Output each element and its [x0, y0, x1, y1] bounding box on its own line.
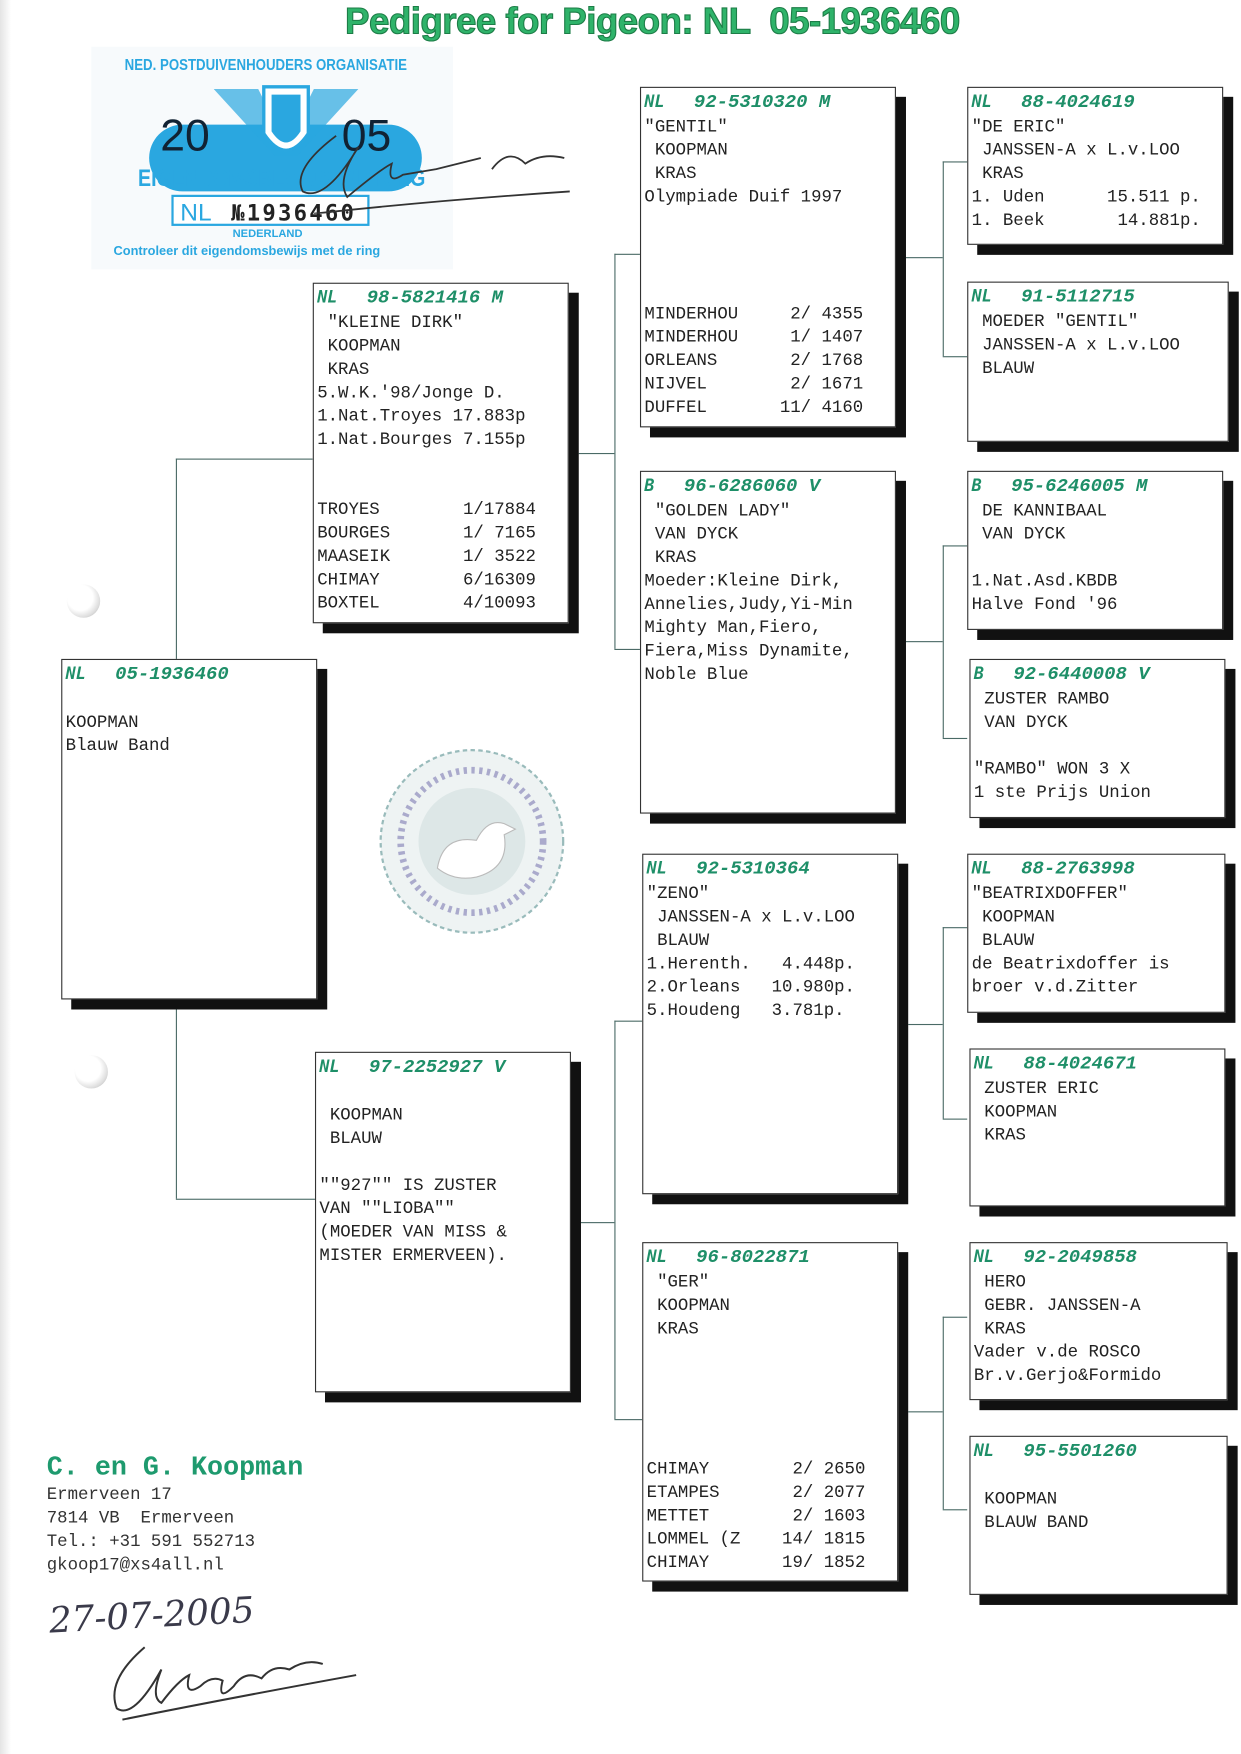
ring-number: 96-8022871 — [696, 1247, 810, 1269]
pigeon-info-line: 1.Nat.Bourges 7.155p — [317, 429, 526, 450]
ring-number-header — [974, 1244, 1223, 1271]
pigeon-info-line — [644, 279, 891, 302]
ring-number-header — [972, 284, 1225, 311]
country-prefix: NL — [646, 1246, 667, 1267]
pigeon-info-line — [319, 1151, 566, 1174]
country-prefix: NL — [319, 1056, 340, 1077]
pigeon-info-line: KRAS — [646, 1318, 699, 1339]
connector — [906, 641, 943, 642]
ring-number-header — [644, 473, 891, 500]
pigeon-info-line: 1. Beek 14.881p. — [971, 210, 1201, 231]
pigeon-info-line: Moeder:Kleine Dirk, — [644, 570, 843, 592]
pigeon-card-dam-sire — [642, 854, 898, 1195]
pigeon-info-line: VAN DYCK — [644, 524, 739, 545]
ring-number-header — [972, 473, 1219, 500]
country-prefix: B — [644, 475, 655, 496]
pigeon-info-line — [317, 452, 564, 475]
connector — [943, 738, 967, 739]
pigeon-info-line: VAN DYCK — [971, 524, 1066, 545]
stamp-country: NEDERLAND — [232, 228, 303, 241]
stamp-year-left: 20 — [160, 111, 210, 161]
pigeon-info-line: KOOPMAN — [65, 712, 139, 733]
pigeon-info-line: CHIMAY 2/ 2650 — [646, 1459, 866, 1480]
country-prefix: NL — [973, 1052, 994, 1073]
pigeon-info-line: KRAS — [971, 163, 1024, 184]
connector — [943, 1119, 967, 1120]
pigeon-info-line: 5.Houdeng 3.781p. — [646, 1000, 845, 1021]
pigeon-info-line: DE KANNIBAAL — [971, 500, 1108, 521]
pigeon-info-line: JANSSEN-A x L.v.LOO — [971, 140, 1180, 161]
pigeon-info-line: BLAUW — [646, 930, 710, 951]
pigeon-info-line — [972, 546, 1219, 569]
stamp-certificate-label: EIGENDOMSBEWIJS V/D RING — [138, 163, 426, 192]
connector — [906, 257, 943, 258]
ring-number-header — [644, 89, 891, 116]
pigeon-info-line: ETAMPES 2/ 2077 — [646, 1482, 866, 1503]
pigeon-seal — [376, 746, 567, 937]
handwritten-date: 27-07-2005 — [48, 1588, 256, 1642]
connector — [943, 1317, 944, 1510]
ring-number: 88-4024671 — [1023, 1054, 1137, 1076]
ring-number: 05-1936460 — [115, 664, 229, 686]
pigeon-info-line: BOXTEL 4/10093 — [317, 593, 536, 614]
pigeon-info-line: ZUSTER RAMBO — [973, 688, 1110, 709]
pigeon-card-gg-2 — [967, 282, 1229, 442]
ring-number-header — [317, 285, 564, 312]
breeder-phone: Tel.: +31 591 552713 — [46, 1531, 256, 1552]
ring-number-header — [974, 661, 1221, 688]
connector — [614, 254, 615, 649]
pigeon-info-line: KRAS — [644, 163, 697, 184]
pigeon-info-line: HERO — [973, 1272, 1026, 1293]
pigeon-info-line — [644, 209, 891, 232]
connector — [614, 649, 640, 650]
connector — [579, 453, 615, 454]
pigeon-info-line: "ZENO" — [646, 883, 710, 904]
breeder-info — [47, 1454, 303, 1578]
country-prefix: NL — [971, 858, 992, 879]
pigeon-card-gg-6 — [969, 1048, 1225, 1206]
signature-over-stamp — [269, 114, 570, 214]
ring-number-header — [319, 1054, 566, 1081]
pigeon-card-gg-1 — [967, 87, 1223, 245]
ring-number-header — [974, 1051, 1221, 1078]
pigeon-info-line: KOOPMAN — [319, 1105, 403, 1126]
connector — [614, 254, 640, 255]
pigeon-info-line: ZUSTER ERIC — [973, 1078, 1099, 1099]
stamp-control-note: Controleer dit eigendomsbewijs met de ring — [113, 244, 381, 259]
connector — [614, 1419, 642, 1420]
pigeon-info-line: "GENTIL" — [644, 116, 728, 137]
connector — [943, 161, 967, 162]
pigeon-info-line: LOMMEL (Z 14/ 1815 — [646, 1529, 866, 1550]
page-title: Pedigree for Pigeon: NL 05-1936460 — [345, 0, 960, 42]
ring-number-header — [66, 661, 313, 688]
pigeon-info-line: JANSSEN-A x L.v.LOO — [646, 907, 855, 928]
handwritten-signature — [100, 1636, 367, 1725]
pigeon-info-line: Blauw Band — [65, 735, 170, 756]
pigeon-card-gg-5 — [967, 854, 1225, 1013]
connector — [943, 1509, 967, 1510]
pigeon-info-line: KRAS — [973, 1318, 1026, 1339]
stamp-year-right: 05 — [341, 111, 392, 161]
pigeon-card-dam — [315, 1052, 571, 1393]
ring-number: 95-5501260 — [1023, 1441, 1137, 1463]
pigeon-info-line: KRAS — [317, 359, 370, 380]
country-prefix: NL — [973, 1440, 994, 1461]
pigeon-info-line — [974, 1465, 1223, 1488]
ring-number: 92-5310364 — [696, 859, 810, 881]
ring-number: 96-6286060 — [683, 476, 798, 498]
pigeon-info-line — [647, 1411, 894, 1434]
connector — [943, 161, 944, 356]
ring-number: 88-2763998 — [1021, 859, 1135, 881]
pigeon-info-line: MOEDER "GENTIL" — [971, 311, 1139, 332]
pigeon-info-line: VAN DYCK — [973, 712, 1068, 733]
pigeon-info-line: KOOPMAN — [973, 1489, 1058, 1510]
sex-marker: M — [1136, 476, 1148, 498]
breeder-email: gkoop17@xs4all.nl — [46, 1554, 224, 1575]
pigeon-card-sire — [313, 283, 569, 624]
pigeon-info-line: 5.W.K.'98/Jonge D. — [317, 382, 505, 403]
pigeon-info-line: KOOPMAN — [973, 1101, 1058, 1122]
pigeon-info-line — [647, 1435, 894, 1458]
stamp-ring-prefix: NL — [180, 198, 211, 226]
pigeon-info-line — [647, 1388, 894, 1411]
sex-marker: M — [491, 288, 503, 310]
ring-number: 97-2252927 — [368, 1057, 483, 1079]
country-prefix: NL — [65, 663, 86, 684]
pigeon-info-line: KOOPMAN — [646, 1295, 730, 1316]
punch-hole — [67, 584, 100, 617]
pigeon-info-line: BLAUW — [319, 1128, 382, 1149]
ring-number-header — [972, 856, 1221, 883]
pigeon-info-line: "DE ERIC" — [971, 116, 1066, 137]
pigeon-info-line: DUFFEL 11/ 4160 — [644, 397, 864, 418]
pigeon-info-line — [644, 256, 891, 279]
pigeon-info-line: BLAUW — [971, 930, 1035, 951]
pigeon-info-line: 1.Nat.Asd.KBDB — [971, 570, 1118, 592]
pigeon-info-line: TROYES 1/17884 — [317, 499, 536, 520]
breeder-address-line: 7814 VB Ermerveen — [46, 1508, 235, 1529]
pigeon-info-line — [974, 735, 1221, 758]
ring-number-header — [647, 856, 894, 883]
connector — [943, 545, 944, 738]
sex-marker: V — [493, 1057, 506, 1079]
scan-edge — [0, 0, 11, 1754]
pigeon-info-line: ORLEANS 2/ 1768 — [644, 350, 864, 371]
pigeon-card-gg-4 — [969, 659, 1225, 818]
ring-number: 92-5310320 — [693, 92, 808, 114]
stamp-ring-digits: №1936460 — [231, 199, 357, 226]
pigeon-card-gg-7 — [969, 1242, 1227, 1400]
country-prefix: B — [973, 663, 984, 684]
breeder-name: C. en G. Koopman — [46, 1453, 304, 1484]
pigeon-info-line: Halve Fond '96 — [971, 594, 1118, 615]
country-prefix: NL — [971, 286, 992, 307]
connector — [581, 1222, 614, 1223]
pigeon-info-line: "BEATRIXDOFFER" — [971, 883, 1128, 904]
pigeon-info-line: "GOLDEN LADY" — [644, 500, 791, 521]
pigeon-info-line: KOOPMAN — [644, 140, 728, 161]
pigeon-card-gg-3 — [967, 471, 1223, 630]
pigeon-info-line: "KLEINE DIRK" — [317, 312, 464, 333]
country-prefix: NL — [644, 91, 665, 112]
pigeon-info-line: GEBR. JANSSEN-A — [973, 1295, 1141, 1316]
country-prefix: NL — [317, 287, 338, 308]
connector — [908, 1024, 943, 1025]
pigeon-info-line: METTET 2/ 1603 — [646, 1505, 866, 1526]
pigeon-info-line — [319, 1081, 566, 1104]
ring-number-header — [974, 1438, 1223, 1465]
pigeon-info-line: KRAS — [644, 547, 697, 568]
pigeon-info-line: MINDERHOU 2/ 4355 — [644, 303, 864, 324]
country-prefix: NL — [646, 858, 667, 879]
pigeon-info-line: Annelies,Judy,Yi-Min — [644, 594, 853, 615]
pigeon-info-line: KRAS — [973, 1125, 1026, 1146]
connector — [908, 1411, 943, 1412]
country-prefix: NL — [971, 91, 992, 112]
pigeon-info-line: Olympiade Duif 1997 — [644, 186, 843, 208]
pigeon-info-line: "GER" — [646, 1272, 710, 1293]
pigeon-info-line: "RAMBO" WON 3 X — [973, 759, 1131, 780]
punch-hole — [75, 1055, 108, 1088]
pigeon-info-line: CHIMAY 19/ 1852 — [646, 1552, 866, 1573]
pigeon-info-line: 2.Orleans 10.980p. — [646, 977, 855, 998]
pigeon-card-gg-8 — [969, 1436, 1227, 1595]
pigeon-info-line — [644, 233, 891, 256]
pigeon-info-line: NIJVEL 2/ 1671 — [644, 373, 864, 395]
sex-marker: M — [818, 92, 831, 114]
pigeon-info-line: 1.Herenth. 4.448p. — [646, 953, 855, 974]
pigeon-info-line — [66, 688, 313, 711]
pigeon-info-line: KOOPMAN — [317, 336, 401, 357]
breeder-address-line: Ermerveen 17 — [46, 1484, 172, 1505]
pigeon-info-line: CHIMAY 6/16309 — [317, 569, 536, 590]
connector — [943, 1317, 967, 1318]
connector — [943, 356, 967, 357]
ring-number-header — [647, 1244, 894, 1271]
pigeon-card-subject — [61, 659, 317, 1000]
connector — [176, 459, 313, 460]
pigeon-info-line: ""927"" IS ZUSTER — [319, 1175, 497, 1196]
pigeon-info-line — [647, 1341, 894, 1364]
country-prefix: NL — [973, 1246, 994, 1267]
connector — [614, 1021, 642, 1022]
connector — [614, 1021, 615, 1419]
ring-number: 88-4024619 — [1021, 92, 1135, 114]
pigeon-info-line: Vader v.de ROSCO — [973, 1342, 1141, 1363]
pigeon-info-line: (MOEDER VAN MISS & — [319, 1222, 507, 1243]
pigeon-info-line: Noble Blue — [644, 664, 749, 685]
pigeon-info-line: BLAUW BAND — [973, 1512, 1089, 1533]
country-prefix: B — [971, 475, 982, 496]
pigeon-info-line: Mighty Man,Fiero, — [644, 617, 822, 638]
connector — [943, 927, 967, 928]
pigeon-info-line: JANSSEN-A x L.v.LOO — [971, 335, 1180, 356]
pigeon-card-sire-dam — [640, 471, 896, 814]
ring-number: 95-6246005 — [1011, 476, 1125, 498]
pigeon-info-line: MINDERHOU 1/ 1407 — [644, 327, 864, 348]
connector — [943, 545, 967, 546]
pigeon-info-line: broer v.d.Zitter — [971, 977, 1139, 998]
pigeon-info-line: MAASEIK 1/ 3522 — [317, 546, 536, 567]
sex-marker: V — [808, 476, 821, 498]
pigeon-info-line: BOURGES 1/ 7165 — [317, 523, 536, 544]
connector — [943, 927, 944, 1118]
ring-number: 98-5821416 — [366, 288, 481, 310]
pigeon-info-line: MISTER ERMERVEEN). — [319, 1245, 507, 1266]
pigeon-card-sire-sire — [640, 87, 896, 428]
ring-number-header — [972, 89, 1219, 116]
ring-number: 91-5112715 — [1021, 287, 1135, 309]
pigeon-info-line: 1 ste Prijs Union — [973, 782, 1151, 803]
ring-number: 92-6440008 — [1013, 664, 1127, 686]
pigeon-info-line: Br.v.Gerjo&Formido — [973, 1365, 1162, 1386]
pigeon-info-line: VAN ""LIOBA"" — [319, 1198, 455, 1219]
pigeon-info-line: BLAUW — [971, 358, 1035, 379]
stamp-organisation: NED. POSTDUIVENHOUDERS ORGANISATIE — [124, 55, 407, 74]
pigeon-info-line: KOOPMAN — [971, 907, 1055, 928]
sex-marker: V — [1138, 664, 1150, 686]
pigeon-info-line: 1.Nat.Troyes 17.883p — [317, 406, 526, 427]
pigeon-info-line — [317, 475, 564, 498]
pigeon-card-dam-dam — [642, 1242, 898, 1581]
pigeon-info-line — [647, 1365, 894, 1388]
connector — [176, 1199, 315, 1200]
pigeon-info-line: de Beatrixdoffer is — [971, 953, 1170, 974]
ownership-certificate-stamp — [91, 47, 453, 270]
ring-number: 92-2049858 — [1023, 1247, 1137, 1269]
pigeon-info-line: Fiera,Miss Dynamite, — [644, 641, 853, 662]
pigeon-info-line: 1. Uden 15.511 p. — [971, 186, 1201, 208]
